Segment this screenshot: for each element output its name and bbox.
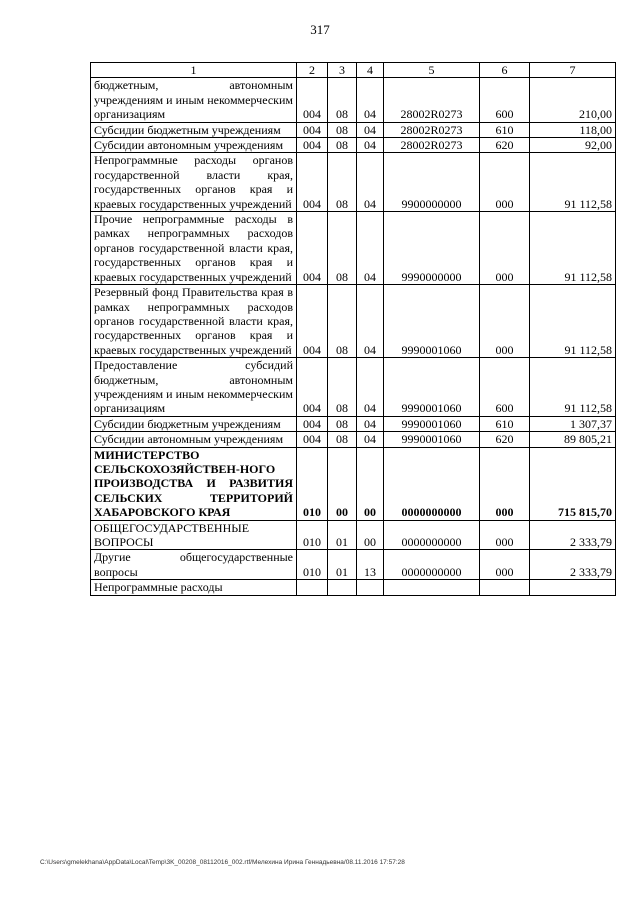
row-section-cell: 08 [328,122,357,137]
row-expense-type-cell: 610 [480,122,530,137]
row-amount-cell [530,580,616,595]
row-expense-type-cell: 000 [480,550,530,580]
table-row [91,520,616,550]
table-row [91,447,616,520]
row-amount-cell: 715 815,70 [530,447,616,520]
row-section-cell: 08 [328,358,357,417]
row-subsection-cell [357,580,384,595]
row-expense-type-cell: 000 [480,212,530,285]
row-section-cell: 08 [328,212,357,285]
row-expense-type-cell: 600 [480,78,530,122]
table-row [91,212,616,285]
header-col-6: 6 [480,63,530,78]
row-expense-type-cell: 620 [480,432,530,447]
row-amount-cell: 210,00 [530,78,616,122]
row-amount-cell: 91 112,58 [530,212,616,285]
row-amount-cell: 91 112,58 [530,285,616,358]
page-number: 317 [310,22,330,37]
budget-table [90,62,616,596]
row-section-cell: 00 [328,447,357,520]
row-subsection-cell: 04 [357,212,384,285]
row-amount-cell: 2 333,79 [530,520,616,550]
row-name-cell: Резервный фонд Правительства края в рамках непрограммных расходов органов государственной власти края, государственных органов края и краевых государственных учреждений [91,285,297,358]
row-name-cell: Предоставление субсидий бюджетным, автономным учреждениям и иным некоммерческим организациям [91,358,297,417]
row-section-cell: 01 [328,550,357,580]
table-row [91,432,616,447]
row-amount-cell: 89 805,21 [530,432,616,447]
row-section-cell: 08 [328,153,357,212]
row-target-code-cell: 9900000000 [384,153,480,212]
row-target-code-cell: 28002R0273 [384,78,480,122]
row-amount-cell: 91 112,58 [530,358,616,417]
table-row [91,138,616,153]
table-row [91,285,616,358]
row-amount-cell: 92,00 [530,138,616,153]
row-section-cell: 08 [328,432,357,447]
row-admin-code-cell: 004 [297,122,328,137]
table-row [91,122,616,137]
table-row [91,78,616,122]
row-subsection-cell: 13 [357,550,384,580]
row-section-cell: 01 [328,520,357,550]
header-col-7: 7 [530,63,616,78]
row-name-cell: Непрограммные расходы [91,580,297,595]
table-body [91,78,616,595]
row-name-cell: МИНИСТЕРСТВО СЕЛЬСКОХОЗЯЙСТВЕН-НОГО ПРОИЗВОДСТВА И РАЗВИТИЯ СЕЛЬСКИХ ТЕРРИТОРИЙ ХАБАРОВСКОГО КРАЯ [91,447,297,520]
row-subsection-cell: 04 [357,416,384,431]
row-expense-type-cell: 600 [480,358,530,417]
table-header-row [91,63,616,78]
row-section-cell: 08 [328,138,357,153]
header-col-4: 4 [357,63,384,78]
row-target-code-cell: 9990001060 [384,432,480,447]
row-name-cell: Непрограммные расходы органов государственной власти края, государственных органов края и краевых государственных учреждений [91,153,297,212]
row-section-cell: 08 [328,285,357,358]
row-section-cell [328,580,357,595]
row-amount-cell: 2 333,79 [530,550,616,580]
row-admin-code-cell: 004 [297,285,328,358]
row-admin-code-cell: 004 [297,212,328,285]
header-col-1: 1 [91,63,297,78]
row-name-cell: Субсидии автономным учреждениям [91,432,297,447]
row-name-cell: Субсидии автономным учреждениям [91,138,297,153]
row-target-code-cell: 9990000000 [384,212,480,285]
row-expense-type-cell: 610 [480,416,530,431]
row-target-code-cell: 9990001060 [384,416,480,431]
row-name-cell: Прочие непрограммные расходы в рамках непрограммных расходов органов государственной власти края, государственных органов края и краевых государственных учреждений [91,212,297,285]
row-amount-cell: 118,00 [530,122,616,137]
row-expense-type-cell: 620 [480,138,530,153]
row-subsection-cell: 04 [357,78,384,122]
row-target-code-cell: 28002R0273 [384,122,480,137]
table-row [91,550,616,580]
row-admin-code-cell: 010 [297,520,328,550]
row-subsection-cell: 00 [357,447,384,520]
row-target-code-cell [384,580,480,595]
row-subsection-cell: 04 [357,285,384,358]
row-subsection-cell: 04 [357,358,384,417]
table-row [91,358,616,417]
row-section-cell: 08 [328,78,357,122]
row-name-cell: ОБЩЕГОСУДАРСТВЕННЫЕ ВОПРОСЫ [91,520,297,550]
row-target-code-cell: 9990001060 [384,285,480,358]
table-row [91,416,616,431]
file-path-footer: C:\Users\gmelekhana\AppData\Local\Temp\3K_00208_08112016_002.rtf/Мелехина Ирина Геннадьевна/08.11.2016 17:57:28 [40,859,405,866]
row-subsection-cell: 00 [357,520,384,550]
row-name-cell: Субсидии бюджетным учреждениям [91,122,297,137]
row-admin-code-cell: 004 [297,138,328,153]
row-admin-code-cell: 004 [297,153,328,212]
header-col-3: 3 [328,63,357,78]
row-expense-type-cell: 000 [480,520,530,550]
row-name-cell: бюджетным, автономным учреждениям и иным некоммерческим организациям [91,78,297,122]
row-subsection-cell: 04 [357,138,384,153]
row-amount-cell: 1 307,37 [530,416,616,431]
header-col-2: 2 [297,63,328,78]
row-target-code-cell: 0000000000 [384,520,480,550]
row-expense-type-cell: 000 [480,447,530,520]
header-col-5: 5 [384,63,480,78]
table-row [91,153,616,212]
row-admin-code-cell: 004 [297,432,328,447]
row-admin-code-cell [297,580,328,595]
row-target-code-cell: 0000000000 [384,550,480,580]
row-subsection-cell: 04 [357,432,384,447]
table-row [91,580,616,595]
row-target-code-cell: 9990001060 [384,358,480,417]
row-expense-type-cell: 000 [480,153,530,212]
row-admin-code-cell: 004 [297,78,328,122]
row-name-cell: Субсидии бюджетным учреждениям [91,416,297,431]
row-section-cell: 08 [328,416,357,431]
row-name-cell: Другие общегосударственные вопросы [91,550,297,580]
row-expense-type-cell: 000 [480,285,530,358]
row-expense-type-cell [480,580,530,595]
row-admin-code-cell: 010 [297,447,328,520]
row-target-code-cell: 28002R0273 [384,138,480,153]
row-target-code-cell: 0000000000 [384,447,480,520]
row-subsection-cell: 04 [357,122,384,137]
row-amount-cell: 91 112,58 [530,153,616,212]
row-admin-code-cell: 010 [297,550,328,580]
row-subsection-cell: 04 [357,153,384,212]
row-admin-code-cell: 004 [297,358,328,417]
row-admin-code-cell: 004 [297,416,328,431]
